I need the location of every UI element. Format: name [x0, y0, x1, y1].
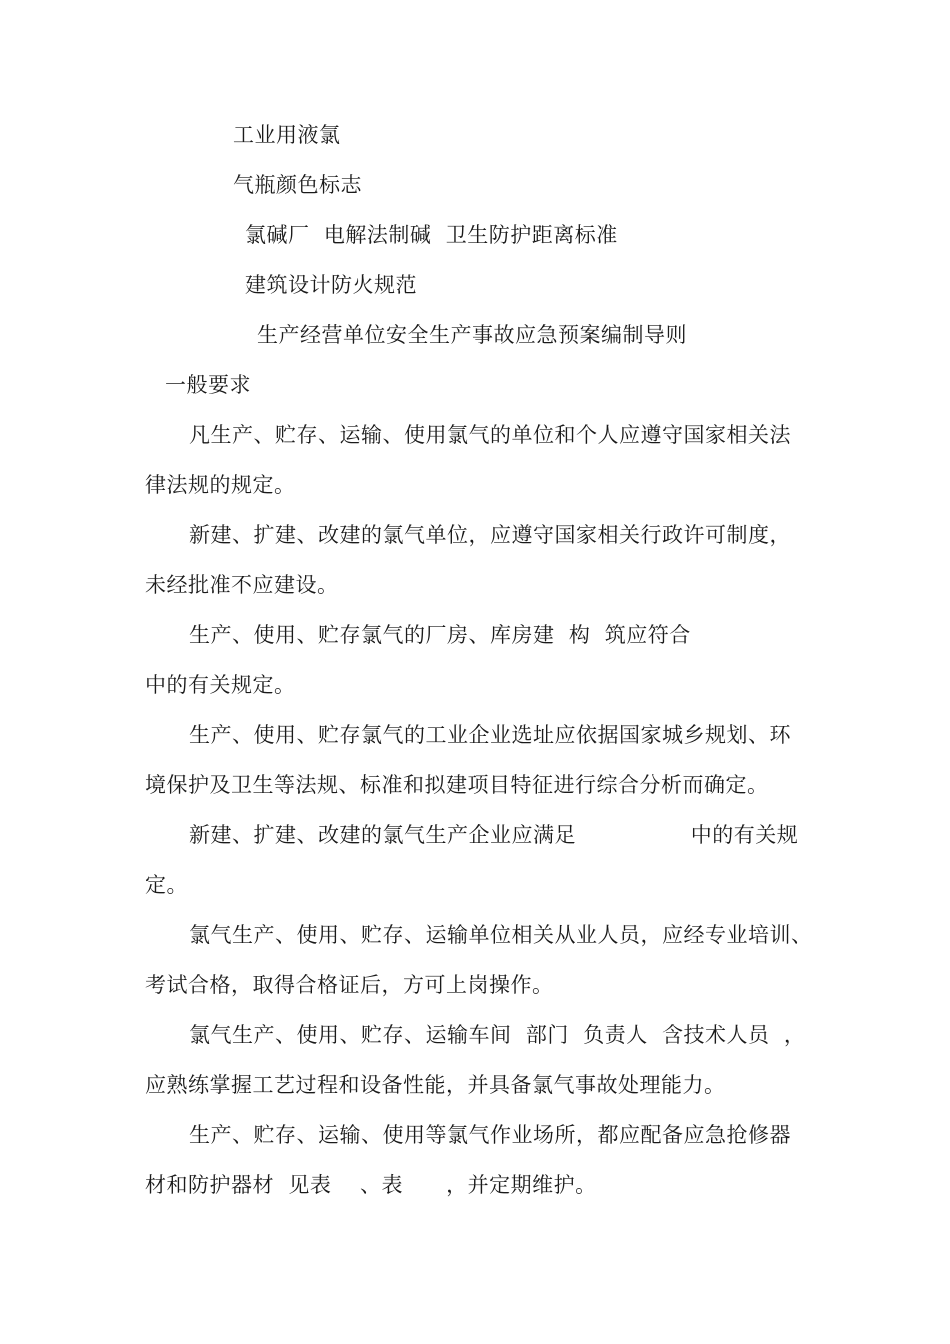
paragraph-3-line-1: 生产、使用、贮存氯气的厂房、库房建 构 筑应符合: [189, 623, 691, 647]
reference-standard-3: 氯碱厂 电解法制碱 卫生防护距离标准: [245, 223, 618, 247]
reference-standard-5: 生产经营单位安全生产事故应急预案编制导则: [257, 323, 687, 347]
reference-standard-1: 工业用液氯: [233, 123, 341, 147]
paragraph-7-line-1: 氯气生产、使用、贮存、运输车间 部门 负责人 含技术人员 ，: [189, 1023, 806, 1047]
paragraph-5-line-1: 新建、扩建、改建的氯气生产企业应满足 中的有关规: [189, 823, 799, 847]
paragraph-1-line-1: 凡生产、贮存、运输、使用氯气的单位和个人应遵守国家相关法: [189, 423, 791, 447]
paragraph-7-line-2: 应熟练掌握工艺过程和设备性能，并具备氯气事故处理能力。: [145, 1073, 726, 1097]
paragraph-8-line-2: 材和防护器材 见表 、表 ，并定期维护。: [145, 1173, 597, 1197]
paragraph-3-line-2: 中的有关规定。: [145, 673, 296, 697]
paragraph-1-line-2: 律法规的规定。: [145, 473, 296, 497]
reference-standard-4: 建筑设计防火规范: [245, 273, 417, 297]
paragraph-8-line-1: 生产、贮存、运输、使用等氯气作业场所，都应配备应急抢修器: [189, 1123, 791, 1147]
paragraph-5-line-2: 定。: [145, 873, 188, 897]
paragraph-6-line-2: 考试合格，取得合格证后，方可上岗操作。: [145, 973, 554, 997]
reference-standard-2: 气瓶颜色标志: [233, 173, 362, 197]
paragraph-2-line-2: 未经批准不应建设。: [145, 573, 339, 597]
paragraph-4-line-2: 境保护及卫生等法规、标准和拟建项目特征进行综合分析而确定。: [145, 773, 769, 797]
paragraph-6-line-1: 氯气生产、使用、贮存、运输单位相关从业人员，应经专业培训、: [189, 923, 813, 947]
section-heading: 一般要求: [165, 373, 251, 397]
paragraph-2-line-1: 新建、扩建、改建的氯气单位，应遵守国家相关行政许可制度，: [189, 523, 791, 547]
paragraph-4-line-1: 生产、使用、贮存氯气的工业企业选址应依据国家城乡规划、环: [189, 723, 791, 747]
